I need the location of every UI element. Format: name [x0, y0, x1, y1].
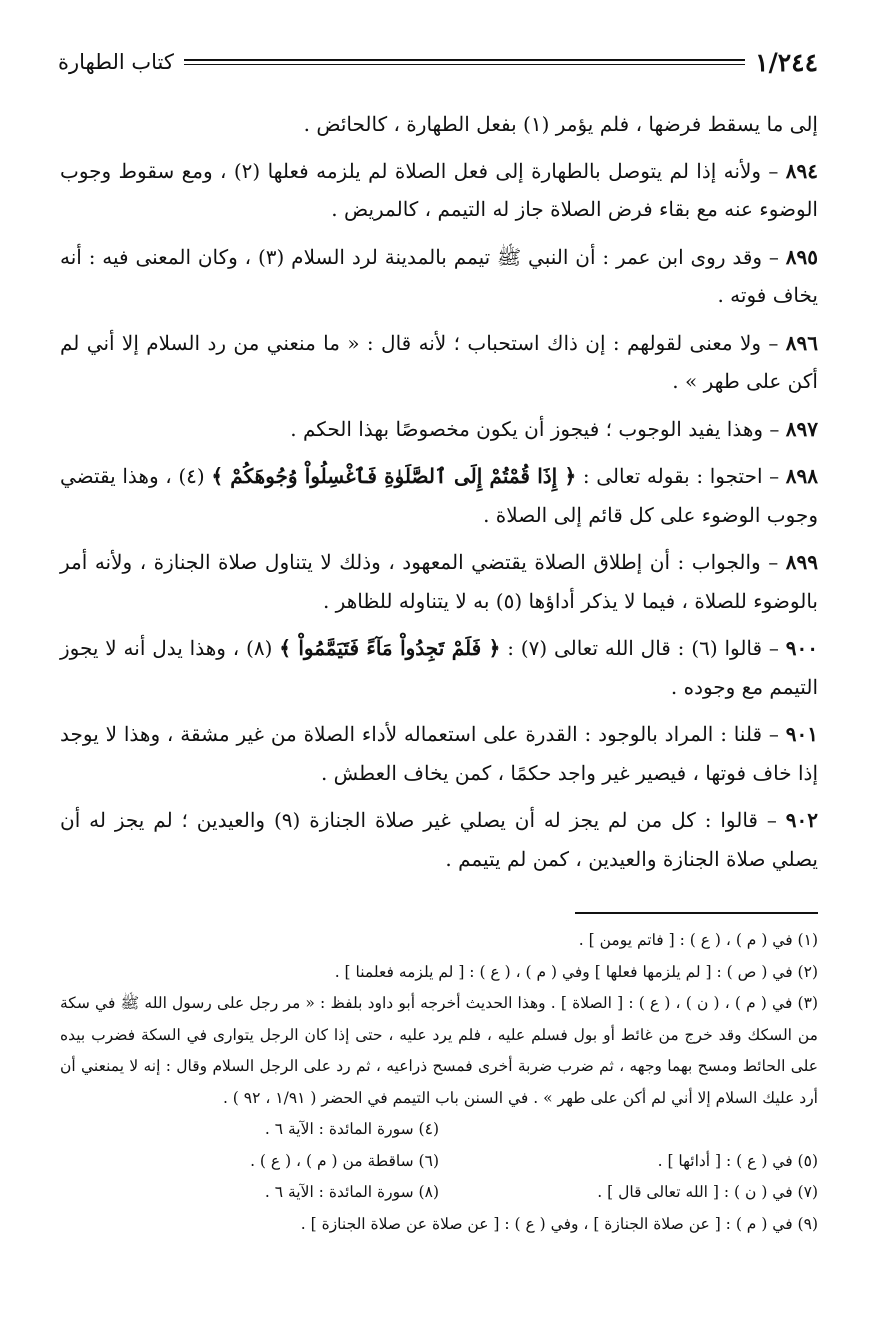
quran-verse: ﴿ فَلَمْ تَجِدُواْ مَآءً فَتَيَمَّمُواْ ﴾ [279, 636, 501, 660]
footnote-3: (٣) في ( م ) ، ( ن ) ، ( ع ) : [ الصلاة ] . وهذا الحديث أخرجه أبو داود بلفظ : « مر رجل على رسول الله ﷺ في سكة من السكك وقد خرج من غائط أو بول فسلم عليه ، فلم يرد عليه ، حتى إذا كان الرجل يتوارى في السكة فضرب بيده على الحائط ومسح بهما وجهه ، ثم ضرب ضربة أخرى فمسح ذراعيه ، ثم رد على الرجل السلام وقال : إنه لا يمنعني أن أرد عليك السلام إلا أني لم أكن على طهر » . في السنن باب التيمم في الحضر ( ١/٩١ ، ٩٢ ) . [60, 994, 818, 1107]
footnote-row [60, 1177, 818, 1209]
paragraph-number: ٩٠٠ [785, 636, 818, 660]
page-number: ١/٢٤٤ [755, 47, 818, 77]
footnote-8: (٨) سورة المائدة : الآية ٦ . [264, 1183, 439, 1201]
footnote-1: (١) في ( م ) ، ( ع ) : [ فاتم يومن ] . [578, 931, 818, 949]
paragraph-897: ٨٩٧ – وهذا يفيد الوجوب ؛ فيجوز أن يكون مخصوصًا بهذا الحكم . [290, 416, 818, 441]
paragraph-900: ٩٠٠ – قالوا (٦) : قال الله تعالى (٧) : ﴿ فَلَمْ تَجِدُواْ مَآءً فَتَيَمَّمُواْ ﴾ (٨) ، وهذا يدل أنه لا يجوز التيمم مع وجوده . [60, 636, 818, 699]
paragraph-895: ٨٩٥ – وقد روى ابن عمر : أن النبي ﷺ تيمم بالمدينة لرد السلام (٣) ، وكان المعنى فيه : أنه يخاف فوته . [60, 244, 818, 307]
paragraph-number: ٨٩٤ [785, 158, 819, 183]
quran-verse: ﴿ إِذَا قُمْتُمْ إِلَى ٱلصَّلَوٰةِ فَٱغْسِلُواْ وُجُوهَكُمْ ﴾ [211, 464, 577, 488]
footnote-separator [575, 912, 818, 914]
footnote-7: (٧) في ( ن ) : [ الله تعالى قال ] . [597, 1183, 818, 1201]
footnote-row [60, 1114, 818, 1146]
paragraph-902: ٩٠٢ – قالوا : كل من لم يجز له أن يصلي غير صلاة الجنازة (٩) والعيدين ؛ لم يجز له أن يصلي صلاة الجنازة والعيدين ، كمن لم يتيمم . [60, 808, 819, 871]
book-title: كتاب الطهارة [58, 50, 174, 74]
paragraph-number: ٩٠٢ [785, 808, 819, 832]
paragraph-number: ٨٩٥ [785, 244, 818, 269]
page-header [58, 42, 818, 82]
main-text [60, 105, 818, 887]
footnote-4: (٤) سورة المائدة : الآية ٦ . [264, 1120, 439, 1138]
footnote-6: (٦) ساقطة من ( م ) ، ( ع ) . [250, 1151, 439, 1170]
footnote-row [60, 1146, 818, 1178]
paragraph-continuation: إلى ما يسقط فرضها ، فلم يؤمر (١) بفعل الطهارة ، كالحائض . [303, 112, 818, 136]
paragraph-number: ٨٩٩ [785, 550, 818, 574]
paragraph-898: ٨٩٨ – احتجوا : بقوله تعالى : ﴿ إِذَا قُمْتُمْ إِلَى ٱلصَّلَوٰةِ فَٱغْسِلُواْ وُجُوهَكُمْ ﴾ (٤) ، وهذا يقتضي وجوب الوضوء على كل قائم إلى الصلاة . [60, 464, 819, 527]
footnote-9: (٩) في ( م ) : [ عن صلاة الجنازة ] ، وفي ( ع ) : [ عن صلاة عن صلاة الجنازة ] . [300, 1214, 818, 1233]
footnote-2: (٢) في ( ص ) : [ لم يلزمها فعلها ] وفي ( م ) ، ( ع ) : [ لم يلزمه فعلمنا ] . [334, 962, 818, 981]
paragraph-899: ٨٩٩ – والجواب : أن إطلاق الصلاة يقتضي المعهود ، وذلك لا يتناول صلاة الجنازة ، ولأنه أمر بالوضوء للصلاة ، فيما لا يذكر أداؤها (٥) به لا يتناوله للظاهر . [60, 550, 818, 613]
footnotes [60, 925, 818, 1240]
footnote-spacer [439, 1114, 818, 1146]
paragraph-number: ٩٠١ [785, 722, 818, 746]
paragraph-number: ٨٩٨ [785, 464, 819, 488]
header-double-rule [184, 59, 745, 65]
paragraph-number: ٨٩٦ [785, 330, 818, 355]
paragraph-901: ٩٠١ – قلنا : المراد بالوجود : القدرة على استعماله لأداء الصلاة من غير مشقة ، وهذا لا يوجد إذا خاف فوتها ، فيصير غير واجد حكمًا ، كمن يخاف العطش . [60, 722, 818, 785]
paragraph-number: ٨٩٧ [785, 416, 818, 441]
paragraph-894: ٨٩٤ – ولأنه إذا لم يتوصل بالطهارة إلى فعل الصلاة لم يلزمه فعلها (٢) ، ومع سقوط وجوب الوضوء عنه مع بقاء فرض الصلاة جاز له التيمم ، كالمريض . [60, 158, 819, 221]
footnote-5: (٥) في ( ع ) : [ أدائها ] . [657, 1151, 818, 1170]
paragraph-896: ٨٩٦ – ولا معنى لقولهم : إن ذاك استحباب ؛ لأنه قال : « ما منعني من رد السلام إلا أني لم أكن على طهر » . [60, 330, 818, 393]
